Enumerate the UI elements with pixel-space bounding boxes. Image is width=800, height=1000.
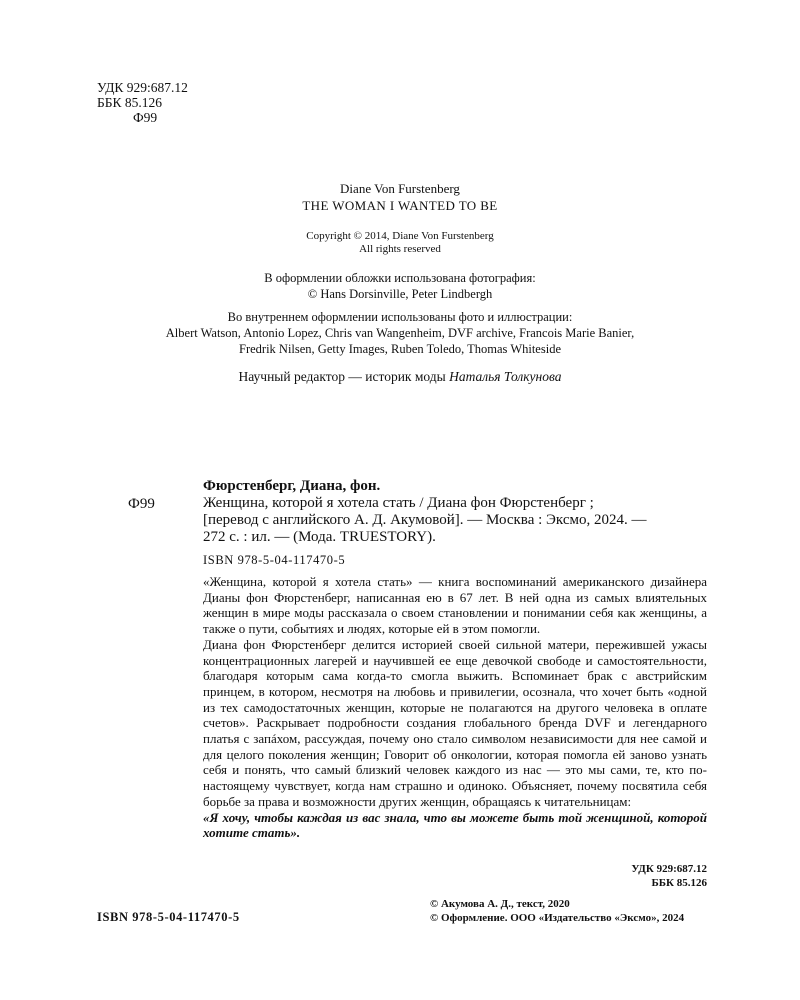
- annotation-paragraph-1: «Женщина, которой я хотела стать» — книга воспоминаний американского дизайнера Дианы фон Фюрстенберг, написанная ею в 67 лет. В ней одна из самых влиятельных женщин в мире моды рассказала о своем становлении и понимании себя как женщины, а также о пути, событиях и людях, которые ей в этом помогли.: [203, 574, 707, 637]
- bottom-bbk-code: ББК 85.126: [651, 877, 707, 889]
- top-classification-codes: [97, 80, 188, 125]
- biblio-line-2: [перевод с английского А. Д. Акумовой]. — Москва : Эксмо, 2024. —: [203, 512, 647, 528]
- udk-code: УДК 929:687.12: [97, 80, 188, 95]
- bottom-classification-codes: [560, 862, 707, 890]
- copyright-line: Copyright © 2014, Diane Von Furstenberg: [306, 230, 494, 242]
- scientific-editor-name: Наталья Толкунова: [449, 369, 562, 384]
- cover-credit-label: В оформлении обложки использована фотография:: [264, 271, 536, 285]
- annotation-quote: «Я хочу, чтобы каждая из вас знала, что вы можете быть той женщиной, которой хотите стать».: [203, 809, 707, 841]
- inner-credit-names-2: Fredrik Nilsen, Getty Images, Ruben Toledo, Thomas Whiteside: [239, 342, 561, 356]
- annotation-paragraph-2: Диана фон Фюрстенберг делится историей своей сильной матери, пережившей ужасы концентрационных лагерей и научившей ее еще девочкой свободе и самостоятельности, благодаря которым сама когда-то смогла выжить. Вспоминает брак с австрийским принцем, в котором, несмотря на любовь и привилегии, осознала, что хочет быть «одной из тех самодостаточных женщин, которые не полагаются на другого человека в оплате счетов». Раскрывает подробности создания глобального бренда DVF и легендарного платья с запáхом, рассуждая, почему оно стало символом независимости для нее самой и для целого поколения женщин; Говорит об онкологии, которая помогла ей заново узнать себя и понять, что самый близкий человек каждого из нас — это мы сами, те, кто по-настоящему чувствует, когда нам страшно и одиноко. Объясняет, почему посвятила себя борьбе за права и возможности других женщин, обращаясь к читательницам:: [203, 636, 707, 809]
- footer-isbn: ISBN 978-5-04-117470-5: [97, 910, 240, 924]
- annotation: [203, 574, 707, 841]
- biblio-line-1: Женщина, которой я хотела стать / Диана фон Фюрстенберг ;: [203, 495, 594, 511]
- scientific-editor-label: Научный редактор — историк моды: [238, 369, 446, 384]
- cover-photo-credit: [0, 270, 800, 302]
- bibliographic-record: [203, 478, 703, 546]
- cover-credit-names: © Hans Dorsinville, Peter Lindbergh: [307, 287, 493, 301]
- rights-line: All rights reserved: [359, 243, 441, 255]
- biblio-line-3: 272 с. : ил. — (Мода. TRUESTORY).: [203, 529, 436, 545]
- design-copyright: © Оформление. ООО «Издательство «Эксмо», 2024: [430, 912, 685, 924]
- inner-credit-names-1: Albert Watson, Antonio Lopez, Chris van Wangenheim, DVF archive, Francois Marie Banier,: [165, 326, 635, 340]
- inner-credit-label: Во внутреннем оформлении использованы фото и иллюстрации:: [227, 310, 573, 324]
- author-cipher: Ф99: [133, 110, 158, 125]
- biblio-heading: Фюрстенберг, Диана, фон.: [203, 478, 381, 494]
- bottom-udk-code: УДК 929:687.12: [631, 863, 707, 875]
- original-author: Diane Von Furstenberg: [340, 181, 460, 196]
- original-copyright: [0, 230, 800, 256]
- original-title: THE WOMAN I WANTED TO BE: [302, 198, 498, 213]
- biblio-cipher: Ф99: [128, 496, 155, 512]
- scientific-editor: [0, 369, 800, 385]
- biblio-isbn: ISBN 978-5-04-117470-5: [203, 553, 346, 567]
- inner-illustrations-credit: [0, 309, 800, 357]
- translator-copyright: © Акумова А. Д., текст, 2020: [430, 898, 570, 910]
- bbk-code: ББК 85.126: [97, 95, 163, 110]
- footer-copyrights: [430, 897, 684, 925]
